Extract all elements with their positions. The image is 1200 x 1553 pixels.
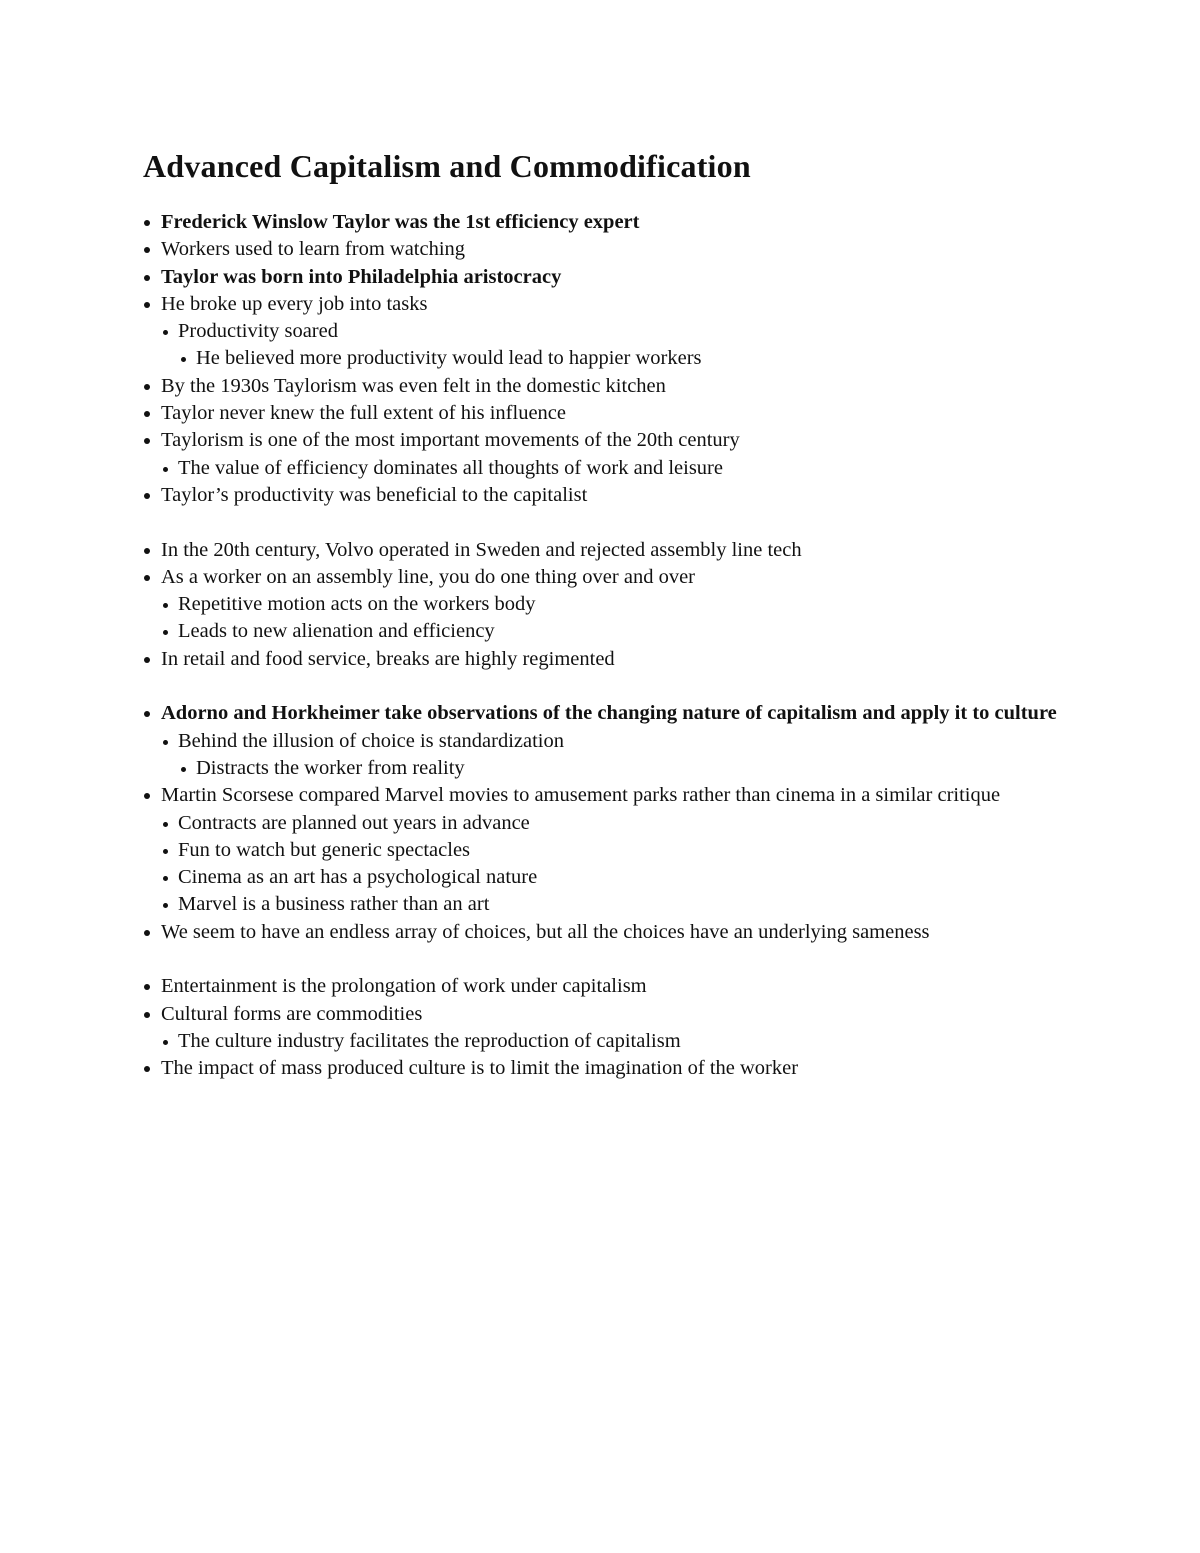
section-gap <box>143 673 1063 700</box>
bullet-icon <box>144 657 150 663</box>
list-item-text: Taylor never knew the full extent of his influence <box>161 402 567 425</box>
list-item <box>143 782 1063 809</box>
list-item-text: Repetitive motion acts on the workers body <box>178 593 536 616</box>
list-item <box>143 291 1063 318</box>
list-item <box>143 427 1063 454</box>
bullet-icon <box>144 548 150 554</box>
list-item-text: Behind the illusion of choice is standardization <box>178 729 564 752</box>
list-item-text: Taylor’s productivity was beneficial to the capitalist <box>161 483 588 506</box>
list-item-text: Frederick Winslow Taylor was the 1st efficiency expert <box>161 211 640 233</box>
list-item-text: The impact of mass produced culture is to limit the imagination of the worker <box>161 1057 799 1080</box>
document-page <box>143 146 1063 1083</box>
list-item <box>143 891 1063 918</box>
list-item-text: Distracts the worker from reality <box>196 756 465 779</box>
list-item <box>143 482 1063 509</box>
list-item-text: He broke up every job into tasks <box>161 292 428 315</box>
bullet-icon <box>144 275 150 281</box>
list-item-text: Cultural forms are commodities <box>161 1002 423 1025</box>
list-item <box>143 236 1063 263</box>
list-item <box>143 318 1063 345</box>
list-item-text: Productivity soared <box>178 320 338 343</box>
list-item <box>143 810 1063 837</box>
list-item-text: In the 20th century, Volvo operated in Sweden and rejected assembly line tech <box>161 538 802 561</box>
list-item-text: Cinema as an art has a psychological nature <box>178 866 538 889</box>
bullet-list-section-4 <box>143 973 1063 1082</box>
section-gap <box>143 509 1063 536</box>
list-item <box>143 837 1063 864</box>
list-item-text: We seem to have an endless array of choices, but all the choices have an underlying sameness <box>161 920 930 943</box>
bullet-icon <box>144 575 150 581</box>
list-item <box>143 591 1063 618</box>
list-item-text: Entertainment is the prolongation of work under capitalism <box>161 975 647 998</box>
list-item-text: Adorno and Horkheimer take observations of the changing nature of capitalism and apply it to culture <box>161 702 1057 725</box>
list-item <box>143 1028 1063 1055</box>
list-item <box>143 564 1063 591</box>
notes-body <box>143 209 1063 1083</box>
list-item-text: Leads to new alienation and efficiency <box>178 620 495 643</box>
list-item-text: Fun to watch but generic spectacles <box>178 838 471 861</box>
list-item <box>143 755 1063 782</box>
bullet-icon <box>144 220 150 226</box>
bullet-list-section-2 <box>143 537 1063 673</box>
bullet-icon <box>144 411 150 417</box>
bullet-icon <box>144 247 150 253</box>
bullet-icon <box>163 903 168 908</box>
bullet-icon <box>163 330 168 335</box>
bullet-icon <box>181 357 186 362</box>
page-title: Advanced Capitalism and Commodification <box>143 148 751 184</box>
list-item <box>143 345 1063 372</box>
list-item-text: Marvel is a business rather than an art <box>178 893 490 916</box>
bullet-icon <box>144 384 150 390</box>
list-item <box>143 209 1063 236</box>
bullet-icon <box>144 984 150 990</box>
bullet-icon <box>163 1040 168 1045</box>
list-item-text: Taylor was born into Philadelphia aristocracy <box>161 265 562 288</box>
list-item-text: As a worker on an assembly line, you do one thing over and over <box>161 565 696 588</box>
bullet-icon <box>163 630 168 635</box>
list-item-text: Contracts are planned out years in advance <box>178 811 530 834</box>
list-item <box>143 400 1063 427</box>
bullet-icon <box>144 930 150 936</box>
bullet-icon <box>163 822 168 827</box>
bullet-icon <box>144 793 150 799</box>
bullet-icon <box>181 767 186 772</box>
bullet-icon <box>144 493 150 499</box>
bullet-icon <box>163 849 168 854</box>
bullet-list-section-1 <box>143 209 1063 509</box>
bullet-icon <box>144 1012 150 1018</box>
list-item <box>143 1055 1063 1082</box>
list-item-text: Taylorism is one of the most important movements of the 20th century <box>161 429 740 452</box>
list-item <box>143 919 1063 946</box>
list-item <box>143 864 1063 891</box>
list-item <box>143 1001 1063 1028</box>
list-item <box>143 646 1063 673</box>
list-item-text: The culture industry facilitates the reproduction of capitalism <box>178 1029 681 1052</box>
list-item <box>143 728 1063 755</box>
list-item <box>143 618 1063 645</box>
bullet-icon <box>163 740 168 745</box>
list-item-text: Martin Scorsese compared Marvel movies to amusement parks rather than cinema in a similar critique <box>161 784 1001 807</box>
bullet-icon <box>163 467 168 472</box>
bullet-icon <box>144 302 150 308</box>
bullet-icon <box>144 438 150 444</box>
bullet-icon <box>163 876 168 881</box>
list-item <box>143 973 1063 1000</box>
list-item <box>143 373 1063 400</box>
bullet-icon <box>144 711 150 717</box>
list-item-text: He believed more productivity would lead to happier workers <box>196 347 702 370</box>
list-item-text: In retail and food service, breaks are highly regimented <box>161 647 615 670</box>
list-item <box>143 537 1063 564</box>
list-item-text: By the 1930s Taylorism was even felt in the domestic kitchen <box>161 374 666 397</box>
bullet-icon <box>163 603 168 608</box>
bullet-icon <box>144 1066 150 1072</box>
bullet-list-section-3 <box>143 700 1063 946</box>
list-item <box>143 700 1063 727</box>
list-item-text: Workers used to learn from watching <box>161 238 466 261</box>
list-item <box>143 264 1063 291</box>
list-item-text: The value of efficiency dominates all thoughts of work and leisure <box>178 456 723 479</box>
section-gap <box>143 946 1063 973</box>
list-item <box>143 455 1063 482</box>
